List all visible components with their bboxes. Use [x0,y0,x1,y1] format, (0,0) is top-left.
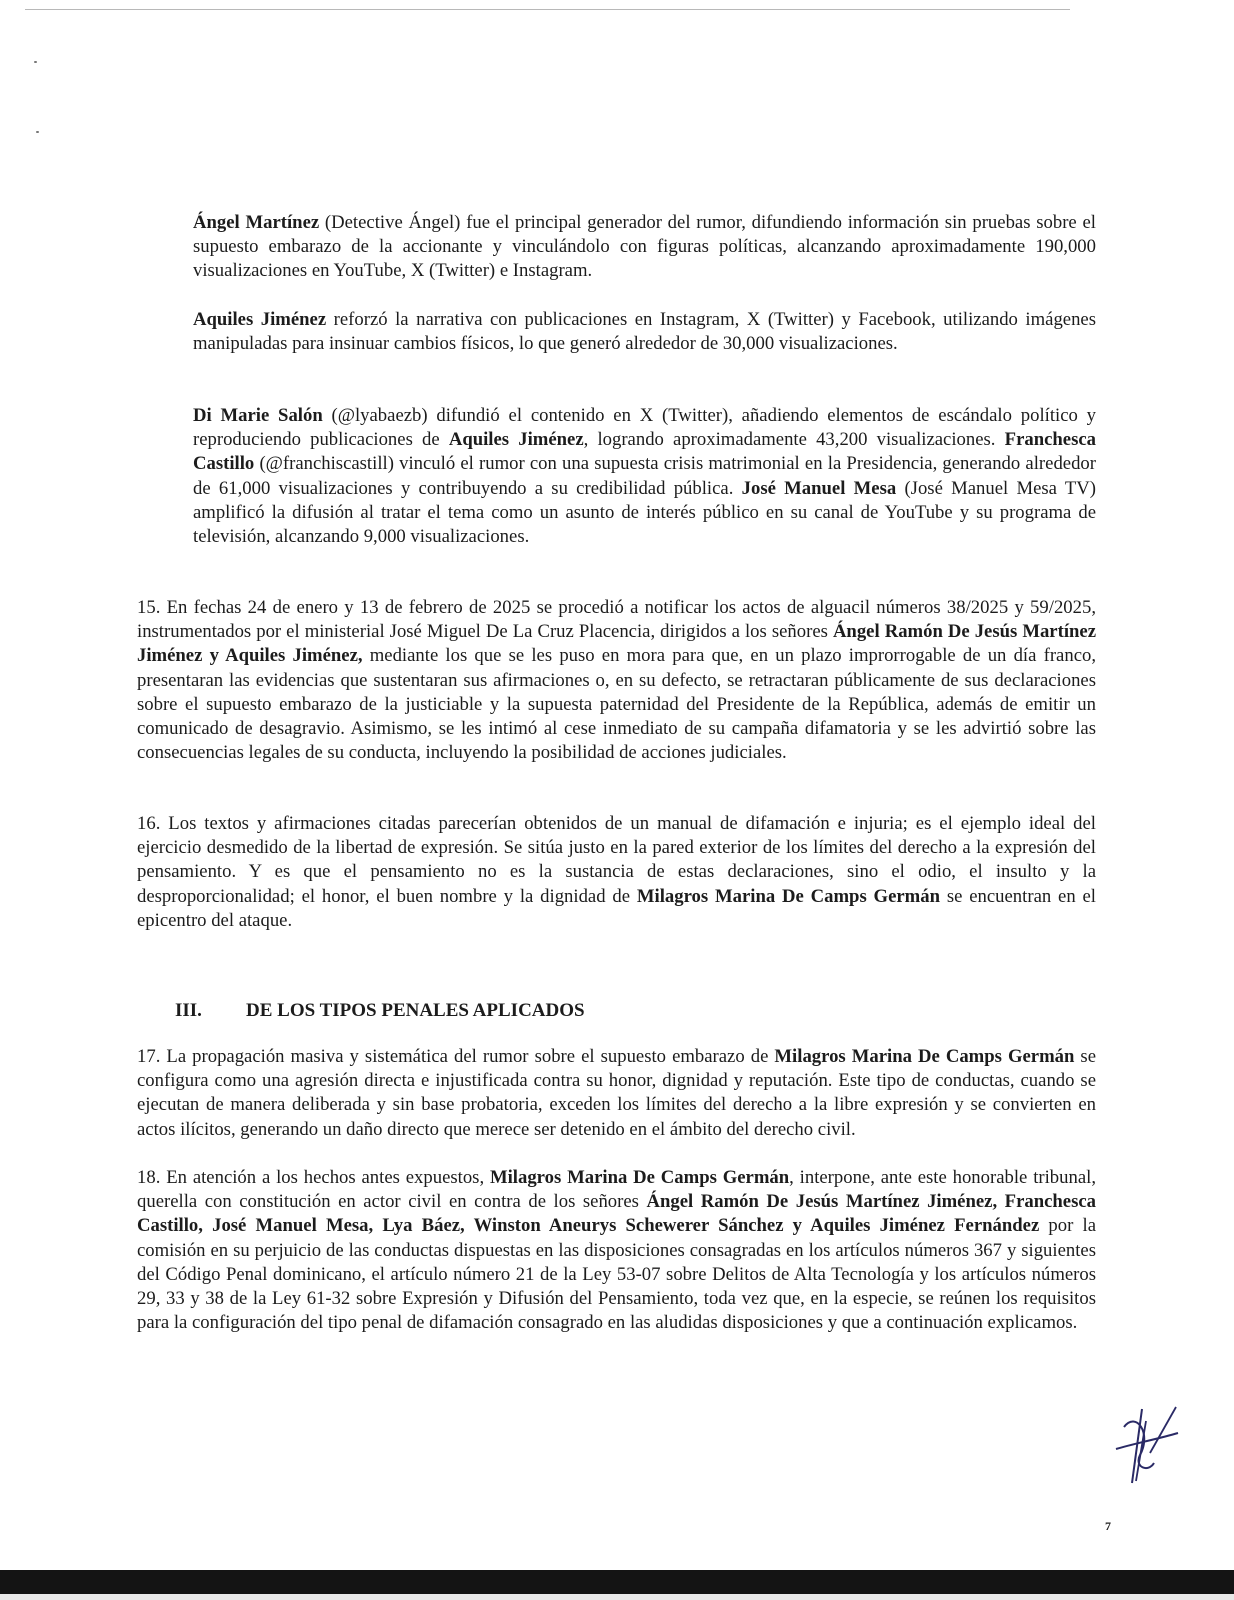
bold-name-text: Milagros Marina De Camps Germán [636,885,940,907]
paragraph-15 [137,596,1096,765]
bold-name-text: Ángel Ramón De Jesús Martínez Jiménez, Franchesca Castillo, José Manuel Mesa, Lya Báez, Winston Aneurys Schewerer Sánchez y Aquiles Jiménez Fernández [137,1191,1096,1237]
body-text: , interpone, ante este honorable tribunal, querella con constitución en actor civil en contra de los señores [137,1167,1096,1213]
page-number: 7 [1105,1519,1111,1533]
body-text: se encuentran en el epicentro del ataque. [137,885,1096,931]
paragraph-di-marie-salon [193,404,1096,549]
bold-name-text: Aquiles Jiménez [448,429,584,451]
paragraph-angel-martinez [193,211,1096,284]
body-text: por la comisión en su perjuicio de las conductas dispuestas en las disposiciones consagradas en los artículos números 367 y siguientes del Código Penal dominicano, el artículo número 21 de la Ley 53-07 sobre Delitos de Alta Tecnología y los artículos números 29, 33 y 38 de la Ley 61-32 sobre Expresión y Difusión del Pensamiento, toda vez que, en la especie, se reúnen los requisitos para la configuración del tipo penal de difamación consagrado en las aludidas disposiciones y que a continuación explicamos. [137,1215,1096,1334]
bottom-dark-border [0,1570,1234,1600]
scan-speck [36,131,39,133]
body-text: (Detective Ángel) fue el principal generador del rumor, difundiendo información sin pruebas sobre el supuesto embarazo de la accionante y vinculándolo con figuras políticas, alcanzando aproximadamente 190,000 visualizaciones en YouTube, X (Twitter) e Instagram. [193,212,1096,282]
body-text: (José Manuel Mesa TV) amplificó la difusión al tratar el tema como un asunto de interés público en su canal de YouTube y su programa de televisión, alcanzando 9,000 visualizaciones. [193,477,1096,548]
paragraph-18 [137,1166,1096,1335]
body-text: 15. En fechas 24 de enero y 13 de febrero de 2025 se procedió a notificar los actos de alguacil números 38/2025 y 59/2025, instrumentados por el ministerial José Miguel De La Cruz Placencia, dirigidos a los señores [137,597,1096,643]
body-text: se configura como una agresión directa e injustificada contra su honor, dignidad y reputación. Este tipo de conductas, cuando se ejecutan de manera deliberada y sin base probatoria, exceden los límites del derecho a la libre expresión y se convierten en actos ilícitos, generando un daño directo que merece ser detenido en el ámbito del derecho civil. [137,1046,1096,1140]
body-text: 18. En atención a los hechos antes expuestos, [137,1167,490,1188]
section-title: DE LOS TIPOS PENALES APLICADOS [246,1000,585,1021]
body-text: reforzó la narrativa con publicaciones en Instagram, X (Twitter) y Facebook, utilizando imágenes manipuladas para insinuar cambios físicos, lo que generó alrededor de 30,000 visualizaciones. [193,309,1096,355]
paragraph-17 [137,1045,1096,1142]
section-number: III. [175,1000,202,1021]
paragraph-aquiles-jimenez [193,308,1096,356]
bold-name-text: Aquiles Jiménez [193,309,327,330]
body-text: , logrando aproximadamente 43,200 visualizaciones. [583,429,1005,451]
body-text: mediante los que se les puso en mora para que, en un plazo improrrogable de un día franco, presentaran las evidencias que sustentaran sus afirmaciones o, en su defecto, se retractaran públicamente de sus declaraciones sobre el supuesto embarazo de la justiciable y la supuesta paternidad del Presidente de la República, además de emitir un comunicado de desagravio. Asimismo, se les intimó al cese inmediato de su campaña difamatoria y se les advirtió sobre las consecuencias legales de su conducta, incluyendo la posibilidad de acciones judiciales. [137,645,1096,764]
bold-name-text: Ángel Ramón De Jesús Martínez Jiménez y Aquiles Jiménez, [137,621,1097,667]
body-text: (@lyabaezb) difundió el contenido en X (Twitter), añadiendo elementos de escándalo político y reproduciendo publicaciones de [193,405,1096,451]
paragraph-16 [137,812,1096,933]
bottom-light-strip [0,1594,1234,1600]
body-text: 17. La propagación masiva y sistemática del rumor sobre el supuesto embarazo de [137,1046,775,1067]
bold-name-text: Milagros Marina De Camps Germán [774,1046,1075,1067]
bold-name-text: José Manuel Mesa [741,477,897,499]
bold-name-text: Ángel Martínez [193,212,320,233]
bold-name-text: Franchesca Castillo [193,429,1096,475]
bold-name-text: Di Marie Salón [193,405,323,426]
handwritten-signature-icon [1112,1403,1182,1485]
body-text: (@franchiscastill) vinculó el rumor con una supuesta crisis matrimonial en la Presidencia, generando alrededor de 61,000 visualizaciones y contribuyendo a su credibilidad pública. [193,453,1096,499]
top-border-line [25,9,1070,10]
section-heading [175,1000,585,1022]
bold-name-text: Milagros Marina De Camps Germán [489,1167,790,1188]
scan-speck [34,61,37,63]
body-text: 16. Los textos y afirmaciones citadas parecerían obtenidos de un manual de difamación e injuria; es el ejemplo ideal del ejercicio desmedido de la libertad de expresión. Se sitúa justo en la pared exterior de los límites del derecho a la expresión del pensamiento. Y es que el pensamiento no es la sustancia de estas declaraciones, sino el odio, el insulto y la desproporcionalidad; el honor, el buen nombre y la dignidad de [137,813,1096,907]
